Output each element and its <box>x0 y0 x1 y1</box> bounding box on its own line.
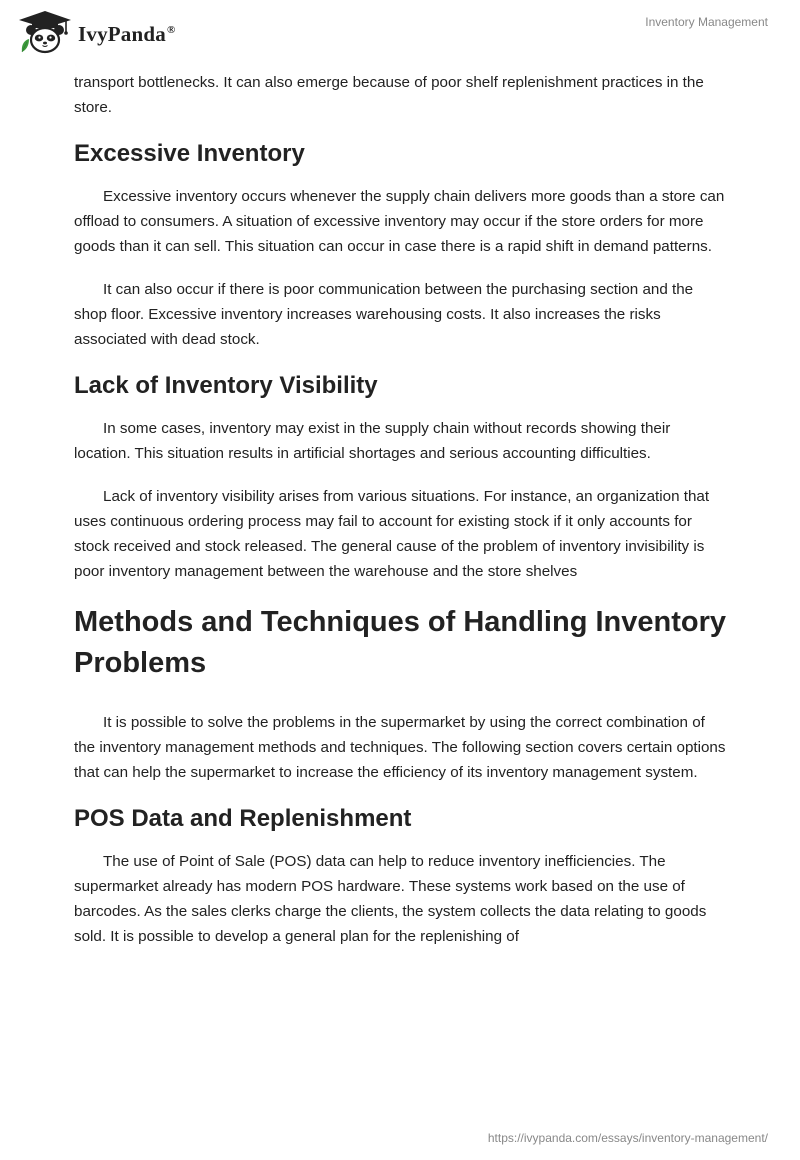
source-url[interactable]: https://ivypanda.com/essays/inventory-management/ <box>487 1131 768 1145</box>
page-header <box>0 0 800 70</box>
logo-text: IvyPanda <box>78 21 166 46</box>
running-title: Inventory Management <box>645 15 768 29</box>
registered-mark: ® <box>166 23 176 36</box>
section-heading-excessive-inventory: Excessive Inventory <box>74 140 305 167</box>
paragraph: Lack of inventory visibility arises from various situations. For instance, an organization that uses continuous ordering process may fail to account for existing stock if it only accounts for stock received and stock released. The general cause of the problem of inventory invisibility is poor inventory management between the warehouse and the store shelves <box>74 488 710 580</box>
paragraph: transport bottlenecks. It can also emerge because of poor shelf replenishment practices in the store. <box>74 74 704 116</box>
section-heading-pos-data: POS Data and Replenishment <box>74 805 412 832</box>
panda-graduate-icon <box>16 10 74 56</box>
paragraph: It can also occur if there is poor communication between the purchasing section and the shop floor. Excessive inventory increases warehousing costs. It also increases the risks associated with dead stock. <box>74 281 694 348</box>
essay-content <box>74 70 728 967</box>
paragraph: In some cases, inventory may exist in the supply chain without records showing their location. This situation results in artificial shortages and serious accounting difficulties. <box>74 420 671 462</box>
logo-wordmark <box>78 22 175 47</box>
section-heading-methods: Methods and Techniques of Handling Inventory Problems <box>74 606 726 679</box>
section-heading-inventory-visibility: Lack of Inventory Visibility <box>74 372 378 399</box>
paragraph: The use of Point of Sale (POS) data can help to reduce inventory inefficiencies. The supermarket already has modern POS hardware. These systems work based on the use of barcodes. As the sales clerks charge the clients, the system collects the data relating to goods sold. It is possible to develop a general plan for the replenishing of <box>74 853 707 945</box>
paragraph: Excessive inventory occurs whenever the supply chain delivers more goods than a store can offload to consumers. A situation of excessive inventory may occur if the store orders for more goods than it can sell. This situation can occur in case there is a rapid shift in demand patterns. <box>74 188 725 255</box>
ivypanda-logo[interactable] <box>16 10 175 56</box>
paragraph: It is possible to solve the problems in the supermarket by using the correct combination of the inventory management methods and techniques. The following section covers certain options that can help the supermarket to increase the efficiency of its inventory management system. <box>74 714 726 781</box>
